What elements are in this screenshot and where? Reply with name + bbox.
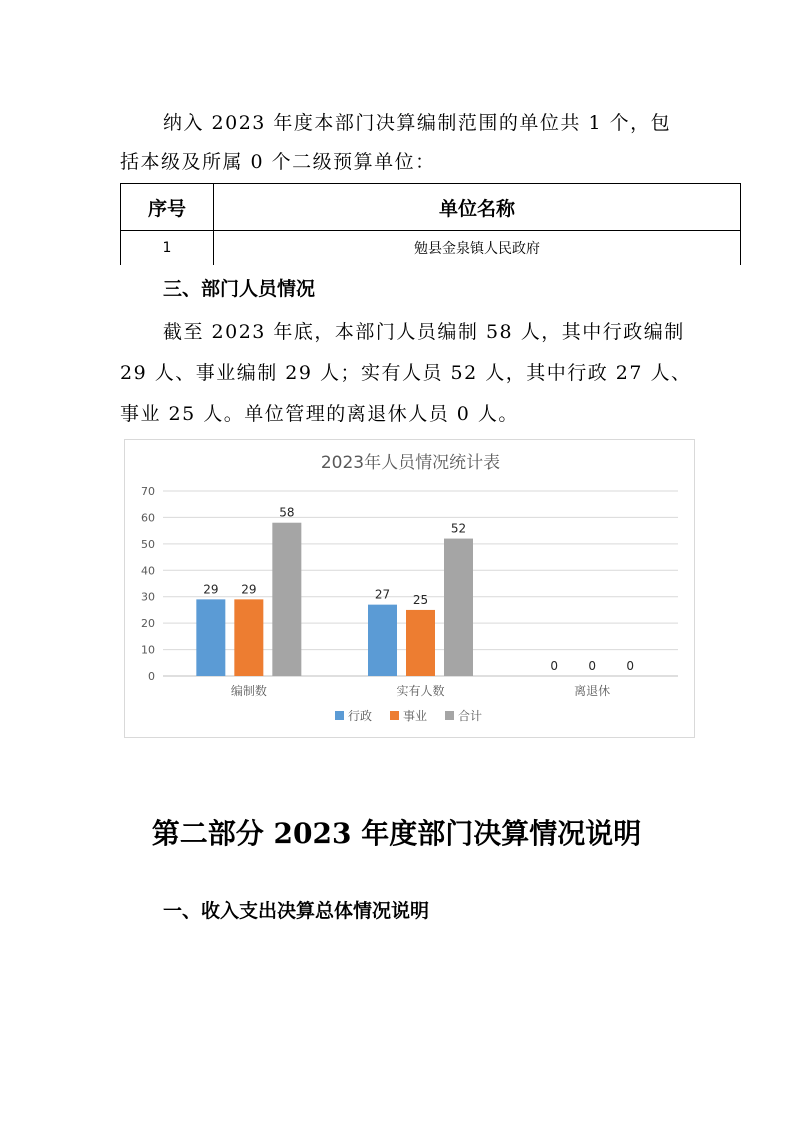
- y-tick-label: 30: [141, 590, 155, 604]
- y-tick-label: 20: [141, 617, 155, 631]
- unit-table: [120, 183, 741, 265]
- bar-事业: [234, 599, 263, 676]
- bar-合计: [444, 539, 473, 676]
- y-tick-label: 60: [141, 511, 155, 525]
- table-header-row: [121, 184, 741, 231]
- bar-事业: [406, 610, 435, 676]
- data-label: 0: [550, 659, 558, 673]
- table-header-index: 序号: [121, 184, 214, 231]
- legend-label: 合计: [458, 709, 483, 723]
- data-label: 29: [241, 582, 257, 597]
- section-3-line-3: 事业 25 人。单位管理的离退休人员 0 人。: [120, 403, 519, 425]
- bar-行政: [368, 605, 397, 676]
- x-tick-label: 离退休: [574, 684, 611, 698]
- table-cell-index: 1: [121, 231, 214, 266]
- y-tick-label: 10: [141, 643, 155, 657]
- data-label: 52: [450, 521, 467, 536]
- y-tick-label: 50: [141, 537, 155, 551]
- section-3-heading: 三、部门人员情况: [163, 278, 316, 300]
- bar-行政: [196, 599, 225, 676]
- data-label: 0: [588, 659, 596, 673]
- x-tick-label: 编制数: [230, 684, 267, 698]
- part-2-title: 第二部分 2023 年度部门决算情况说明: [151, 817, 642, 850]
- staff-chart-svg: [125, 440, 696, 739]
- section-3-line-1: 截至 2023 年底，本部门人员编制 58 人，其中行政编制: [163, 321, 685, 343]
- data-label: 58: [279, 505, 295, 520]
- table-row: [121, 231, 741, 266]
- section-3-line-2: 29 人、事业编制 29 人；实有人员 52 人，其中行政 27 人、: [120, 362, 692, 384]
- intro-line-1: 纳入 2023 年度本部门决算编制范围的单位共 1 个，包: [163, 112, 672, 134]
- y-tick-label: 0: [148, 670, 155, 683]
- legend-label: 事业: [403, 709, 428, 723]
- data-label: 29: [203, 582, 219, 597]
- part-2-heading-1: 一、收入支出决算总体情况说明: [163, 900, 430, 922]
- intro-line-2: 括本级及所属 0 个二级预算单位：: [120, 151, 436, 173]
- table-header-unit-name: 单位名称: [214, 184, 741, 231]
- data-label: 0: [626, 659, 634, 673]
- legend-label: 行政: [348, 709, 373, 723]
- data-label: 25: [412, 592, 429, 607]
- bar-合计: [272, 523, 301, 676]
- chart-title: 2023年人员情况统计表: [320, 453, 501, 473]
- legend-swatch-事业: [390, 711, 399, 720]
- x-tick-label: 实有人数: [396, 684, 445, 698]
- data-label: 27: [374, 587, 391, 602]
- legend-swatch-行政: [335, 711, 344, 720]
- table-cell-unit-name: 勉县金泉镇人民政府: [214, 231, 741, 266]
- y-tick-label: 70: [141, 485, 155, 498]
- y-tick-label: 40: [141, 564, 155, 578]
- legend-swatch-合计: [445, 711, 454, 720]
- staff-chart: [124, 439, 695, 738]
